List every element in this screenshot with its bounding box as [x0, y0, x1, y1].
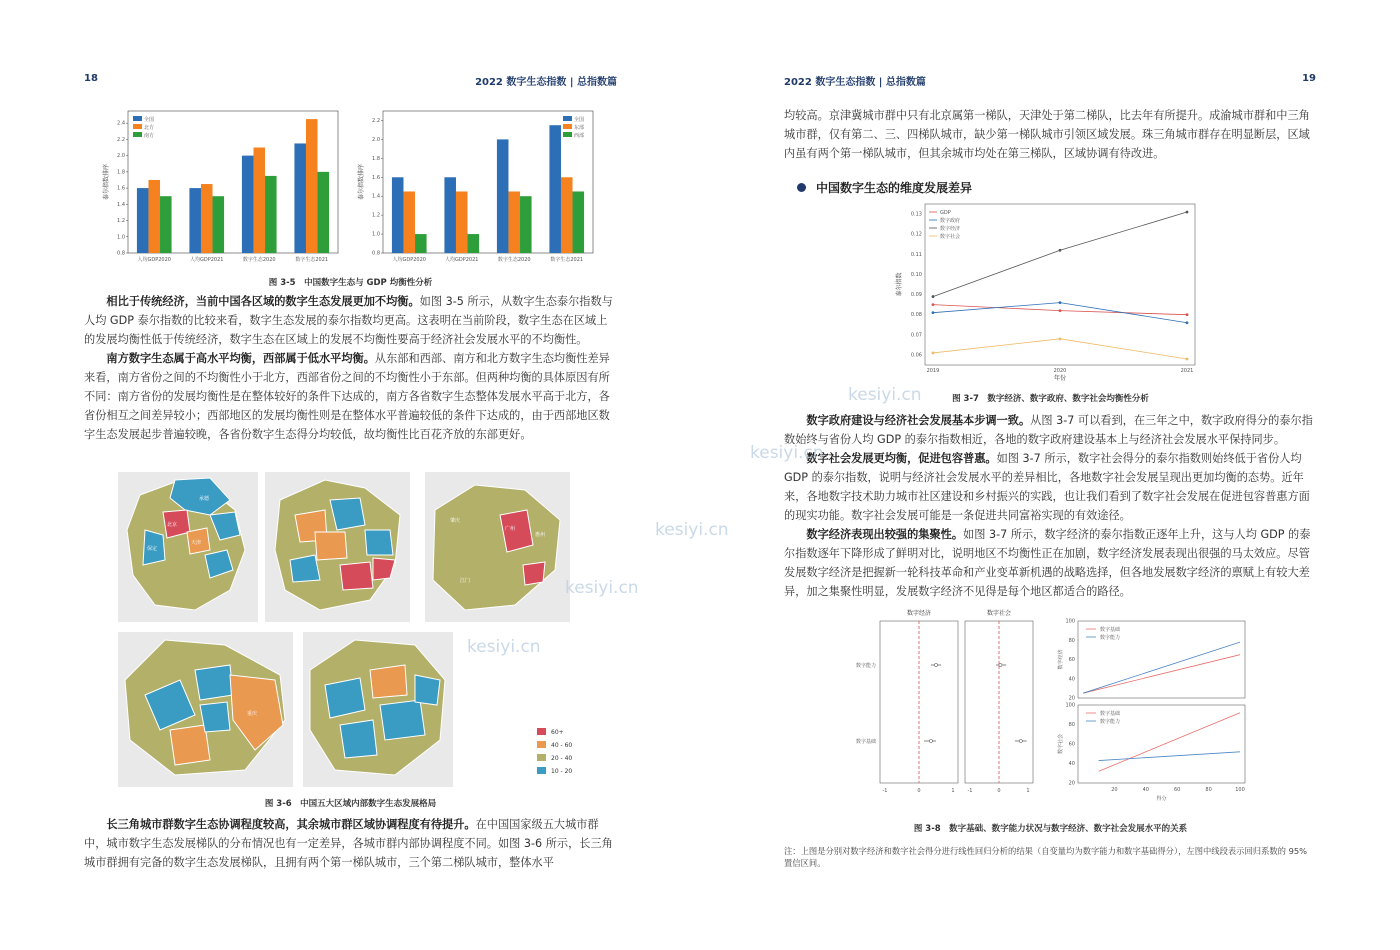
- bar-全国-人均GDP2021: [444, 177, 456, 253]
- y-tick-label: 0.10: [910, 271, 922, 278]
- paragraph-5-text: 如图 3-7 所示，数字社会得分的泰尔指数则始终低于省份人均 GDP 的泰尔指数，说明与经济社会发展水平的差异相比，各地数字社会发展呈现出更加均衡的态势。近年来，各地数字技术助力城市社区建设和乡村振兴的实践，也让我们看到了数字社会发展在促进包容普惠方面的现实功能。数字社会发展可能是一条促进共同富裕实现的有效途径。: [784, 452, 1310, 522]
- x-tick-label: 1: [1026, 788, 1030, 794]
- legend-label-数字基础: 数字基础: [1100, 627, 1121, 633]
- point-数字社会: [1059, 337, 1062, 340]
- bar-北方-数字生态2020: [253, 148, 265, 253]
- y-tick-label: 0.09: [910, 292, 922, 299]
- y-axis-label: 数字社会: [1058, 733, 1064, 755]
- figure-3-6-caption: 图 3-6 中国五大区域内部数字生态发展格局: [264, 799, 437, 809]
- map-label-chengde: 承德: [199, 496, 210, 502]
- bar-北方-人均GDP2020: [148, 180, 160, 253]
- figure-note: 注：上图是分别对数字经济和数字社会得分进行线性回归分析的结果（自变量均为数字能力和数字基础得分），左图中线段表示回归系数的 95% 置信区间。: [784, 846, 1308, 868]
- x-tick-label: 人均GDP2020: [392, 257, 426, 263]
- y-tick-label: 80: [1068, 637, 1075, 644]
- x-tick-label: 20: [1111, 787, 1118, 793]
- paragraph-6: [784, 525, 1317, 601]
- bar-全国-数字生态2021: [294, 143, 306, 253]
- bar-西部-数字生态2020: [520, 196, 532, 253]
- paragraph-2-text: 从东部和西部、南方和北方数字生态均衡性差异来看，南方省份之间的不均衡性小于北方，西部省份之间的不均衡性小于东部。但两种均衡的具体原因有所不同：南方省份的发展均衡性是在整体较好的条件下达成的，南方各省数字生态整体发展水平高于北方，各省份相互之间差异较小；西部地区的发展均衡性则是在整体水平普遍较低的条件下达成的，由于西部地区数字生态发展起步普遍较晚，各省份数字生态得分均较低，故均衡性比百花齐放的东部更好。: [84, 352, 610, 441]
- figure-3-8-caption: 图 3-8 数字基础、数字能力状况与数字经济、数字社会发展水平的关系: [913, 824, 1188, 834]
- y-tick-label: 1.4: [372, 193, 380, 200]
- bar-南方-数字生态2020: [265, 176, 277, 253]
- y-tick-label: 0.8: [372, 250, 380, 257]
- x-axis-label: 年份: [1053, 375, 1067, 382]
- bar-东部-数字生态2021: [561, 177, 573, 253]
- paragraph-2-bold: 南方数字生态属于高水平均衡，西部属于低水平均衡。: [106, 352, 375, 365]
- legend-swatch-全国: [133, 116, 142, 121]
- y-tick-label: 1.6: [372, 174, 380, 181]
- y-tick-label: 1.0: [372, 231, 380, 238]
- legend-label-20-40: 20 - 40: [551, 755, 573, 762]
- map-label-tianjin: 天津: [191, 540, 202, 546]
- bar-全国-人均GDP2020: [137, 188, 149, 253]
- section-bullet-icon: [797, 183, 806, 192]
- legend-label-60plus: 60+: [551, 729, 564, 736]
- y-tick-label: 0.11: [910, 251, 922, 258]
- y-tick-label: 20: [1068, 695, 1075, 702]
- header-title-right: 2022 数字生态指数 | 总指数篇: [784, 77, 926, 88]
- section-heading: [797, 177, 972, 196]
- estimate-数字能力: [999, 663, 1002, 666]
- y-tick-label: 1.0: [117, 234, 125, 241]
- y-tick-label: 40: [1068, 761, 1075, 767]
- estimate-数字基础: [929, 739, 932, 742]
- bar-全国-数字生态2020: [497, 139, 509, 253]
- map-chengyu: [118, 632, 293, 787]
- paragraph-2: [84, 349, 617, 444]
- x-tick-label: 数字生态2021: [295, 257, 329, 263]
- map-yangtze-delta: [265, 472, 410, 622]
- paragraph-6-bold: 数字经济表现出较强的集聚性。: [806, 528, 964, 541]
- y-tick-label: 40: [1068, 676, 1075, 683]
- legend-swatch-西部: [563, 132, 572, 137]
- point-数字经济: [1186, 211, 1189, 214]
- legend-swatch-10-20: [537, 767, 546, 774]
- x-tick-label: 1: [951, 788, 955, 794]
- x-tick-label: 2020: [1053, 368, 1067, 374]
- point-数字社会: [1186, 358, 1189, 361]
- map-legend: [537, 728, 572, 775]
- bar-全国-数字生态2021: [549, 125, 561, 253]
- bar-chart-east-west: [355, 105, 600, 265]
- x-tick-label: 数字生态2021: [550, 257, 584, 263]
- y-tick-label: 2.0: [372, 136, 380, 143]
- legend-swatch-60plus: [537, 728, 546, 735]
- panel-title: 数字社会: [986, 610, 1012, 617]
- legend-label-数字社会: 数字社会: [940, 234, 961, 240]
- y-tick-label: 80: [1068, 722, 1075, 728]
- x-tick-label: 2019: [926, 368, 940, 374]
- y-tick-label: 1.8: [117, 169, 125, 176]
- y-tick-label: 20: [1068, 780, 1075, 787]
- paragraph-1-text: 如图 3-5 所示，从数字生态泰尔指数与人均 GDP 泰尔指数的比较来看，数字生态发展的泰尔指数均更高。这表明在当前阶段，数字生态在区域上的发展均衡性低于传统经济，数字生态在区域上的发展不均衡性要高于经济社会发展水平的不均衡性。: [84, 295, 613, 346]
- legend-swatch-全国: [563, 116, 572, 121]
- right-text-block-1: [784, 411, 1317, 601]
- point-GDP: [932, 303, 935, 306]
- line-chart-theil: [893, 200, 1203, 385]
- y-tick-label: 1.4: [117, 201, 125, 208]
- watermark-3: kesiyi.cn: [467, 637, 541, 657]
- watermark-1: kesiyi.cn: [655, 520, 729, 540]
- map-label-huizhou: 惠州: [535, 532, 546, 538]
- bar-西部-人均GDP2021: [468, 234, 480, 253]
- y-tick-label: 2.0: [117, 153, 125, 160]
- watermark-4: kesiyi.cn: [848, 385, 922, 405]
- x-tick-label: 40: [1142, 787, 1149, 793]
- bar-全国-人均GDP2020: [392, 177, 404, 253]
- y-tick-label: 100: [1065, 618, 1075, 625]
- watermark-5: kesiyi.cn: [750, 443, 824, 463]
- x-tick-label: 人均GDP2021: [445, 257, 479, 263]
- figure-3-5-caption: 图 3-5 中国数字生态与 GDP 均衡性分析: [268, 278, 433, 288]
- legend-label-10-20: 10 - 20: [551, 768, 573, 775]
- point-GDP: [1059, 309, 1062, 312]
- bar-全国-人均GDP2021: [189, 188, 201, 253]
- paragraph-4-text: 从图 3-7 可以看到，在三年之中，数字政府得分的泰尔指数始终与省份人均 GDP 的泰尔指数相近，各地的数字政府建设基本上与经济社会发展水平保持同步。: [784, 414, 1313, 446]
- legend-label-GDP: GDP: [940, 210, 951, 216]
- y-tick-label: 60: [1068, 741, 1075, 748]
- x-tick-label: 0: [917, 788, 921, 794]
- page-number-left: 18: [84, 73, 98, 84]
- paragraph-6-text: 如图 3-7 所示，数字经济的泰尔指数正逐年上升，这与人均 GDP 的泰尔指数逐年下降形成了鲜明对比，说明地区不均衡性正在加剧，数字经济发展表现出很强的马太效应。尽管发展数字经济是把握新一轮科技革命和产业变革新机遇的战略选择，但各地发展数字经济的禀赋上有较大差异，加之集聚性明显，发展数字经济不见得是每个地区都适合的路径。: [784, 528, 1311, 598]
- bar-南方-数字生态2021: [318, 172, 330, 253]
- map-label-beijing: 北京: [167, 522, 178, 528]
- legend-label-数字能力: 数字能力: [1100, 719, 1121, 725]
- legend-label-东部: 东部: [574, 125, 585, 131]
- legend-label-40-60: 40 - 60: [551, 742, 573, 749]
- point-数字政府: [932, 311, 935, 314]
- legend-label-北方: 北方: [144, 125, 155, 131]
- map-label-jiangmen: 江门: [460, 578, 471, 584]
- legend-swatch-东部: [563, 124, 572, 129]
- legend-label-数字经济: 数字经济: [940, 226, 961, 232]
- paragraph-5-bold: 数字社会发展更均衡，促进包容普惠。: [806, 452, 997, 465]
- bar-全国-数字生态2020: [242, 156, 254, 253]
- y-tick-label: 1.2: [372, 212, 380, 219]
- bar-东部-人均GDP2020: [403, 191, 415, 253]
- bar-北方-人均GDP2021: [201, 184, 213, 253]
- point-数字社会: [932, 352, 935, 355]
- legend-label-数字政府: 数字政府: [940, 218, 961, 224]
- point-数字政府: [1186, 321, 1189, 324]
- y-tick-label: 1.2: [117, 218, 125, 225]
- paragraph-3: [84, 815, 617, 872]
- y-tick-label: 1.6: [117, 185, 125, 192]
- y-tick-label: 2.2: [372, 117, 380, 124]
- legend-label-数字基础: 数字基础: [1100, 711, 1121, 717]
- watermark-2: kesiyi.cn: [565, 578, 639, 598]
- map-label-baoding: 保定: [147, 546, 158, 552]
- bar-西部-人均GDP2020: [415, 234, 427, 253]
- row-label-数字能力: 数字能力: [855, 663, 876, 669]
- regional-maps-figure: [115, 470, 615, 790]
- y-tick-label: 0.13: [910, 211, 922, 218]
- paragraph-1: [84, 292, 617, 349]
- point-GDP: [1186, 313, 1189, 316]
- y-tick-label: 2.4: [117, 120, 125, 127]
- y-tick-label: 0.06: [910, 352, 922, 359]
- bar-西部-数字生态2021: [573, 191, 585, 253]
- legend-swatch-南方: [133, 132, 142, 137]
- paragraph-5: [784, 449, 1317, 525]
- map-middle-yangtze: [303, 632, 453, 787]
- left-text-block-1: [84, 292, 617, 444]
- y-tick-label: 1.8: [372, 155, 380, 162]
- legend-swatch-20-40: [537, 754, 546, 761]
- map-label-zhaoqing: 肇庆: [450, 518, 461, 524]
- y-tick-label: 60: [1068, 657, 1075, 663]
- paragraph-1-bold: 相比于传统经济，当前中国各区域的数字生态发展更加不均衡。: [106, 295, 420, 308]
- figure-3-7-caption: 图 3-7 数字经济、数字政府、数字社会均衡性分析: [952, 394, 1149, 404]
- y-axis-label: 泰尔指数: [896, 272, 903, 297]
- regression-figure: [840, 603, 1260, 818]
- header-title-left: 2022 数字生态指数 | 总指数篇: [475, 77, 617, 88]
- x-tick-label: -1: [967, 788, 973, 794]
- right-text-block-0: [784, 106, 1317, 163]
- left-text-block-2: [84, 815, 617, 872]
- y-tick-label: 100: [1065, 702, 1075, 709]
- y-tick-label: 0.12: [910, 231, 922, 238]
- x-tick-label: 数字生态2020: [242, 257, 276, 263]
- y-axis-label: 数字经济: [1058, 649, 1064, 670]
- y-tick-label: 2.2: [117, 136, 125, 143]
- x-tick-label: 80: [1205, 787, 1212, 793]
- legend-label-全国: 全国: [144, 117, 155, 123]
- point-数字经济: [932, 295, 935, 298]
- paragraph-3-text: 在中国国家级五大城市群中，城市数字生态发展梯队的分布情况也有一定差异，各城市群内部协调程度不同。如图 3-6 所示，长三角城市群拥有完备的数字生态发展梯队，且拥有两个第一梯队城市，三个第二梯队城市，整体水平: [84, 818, 613, 869]
- x-tick-label: 2021: [1180, 368, 1194, 374]
- map-label-guangzhou: 广州: [505, 526, 516, 532]
- x-tick-label: 60: [1174, 787, 1181, 793]
- paragraph-4: [784, 411, 1317, 449]
- legend-label-南方: 南方: [144, 133, 155, 139]
- legend-swatch-40-60: [537, 741, 546, 748]
- bar-东部-人均GDP2021: [456, 191, 468, 253]
- x-tick-label: 数字生态2020: [497, 257, 531, 263]
- section-title: 中国数字生态的维度发展差异: [816, 181, 973, 195]
- x-tick-label: 人均GDP2020: [137, 257, 171, 263]
- x-tick-label: 人均GDP2021: [190, 257, 224, 263]
- estimate-数字能力: [934, 663, 937, 666]
- x-tick-label: 0: [997, 788, 1001, 794]
- map-pearl-river-delta: [425, 472, 570, 622]
- point-数字经济: [1059, 249, 1062, 252]
- estimate-数字基础: [1019, 739, 1022, 742]
- y-axis-label: 泰尔指数排序: [103, 163, 110, 201]
- y-tick-label: 0.07: [910, 332, 922, 339]
- bar-北方-数字生态2021: [306, 119, 318, 253]
- panel-title: 数字经济: [906, 610, 932, 617]
- x-tick-label: -1: [882, 788, 888, 794]
- y-tick-label: 0.08: [910, 312, 922, 319]
- map-jingjinji: [118, 472, 258, 622]
- bar-chart-north-south: [100, 105, 345, 265]
- paragraph-0: 均较高。京津冀城市群中只有北京属第一梯队，天津处于第二梯队，比去年有所提升。成渝城市群和中三角城市群，仅有第二、三、四梯队城市，缺少第一梯队城市引领区域发展。珠三角城市群存在明显断层，区域内虽有两个第一梯队城市，但其余城市均处在第三梯队，区域协调有待改进。: [784, 109, 1310, 160]
- x-axis-label: 得分: [1156, 796, 1167, 802]
- y-axis-label: 泰尔指数排序: [358, 163, 365, 201]
- legend-swatch-北方: [133, 124, 142, 129]
- x-tick-label: 100: [1235, 787, 1245, 793]
- row-label-数字基础: 数字基础: [855, 739, 876, 745]
- bar-南方-人均GDP2020: [160, 196, 172, 253]
- paragraph-4-bold: 数字政府建设与经济社会发展基本步调一致。: [806, 414, 1031, 427]
- legend-label-全国: 全国: [574, 117, 585, 123]
- paragraph-3-bold: 长三角城市群数字生态协调程度较高，其余城市群区域协调程度有待提升。: [106, 818, 476, 831]
- legend-label-西部: 西部: [574, 133, 585, 139]
- point-数字政府: [1059, 301, 1062, 304]
- page-number-right: 19: [1302, 73, 1316, 84]
- bar-东部-数字生态2020: [508, 191, 520, 253]
- map-label-chongqing: 重庆: [247, 711, 258, 717]
- legend-label-数字能力: 数字能力: [1100, 635, 1121, 641]
- y-tick-label: 0.8: [117, 250, 125, 257]
- bar-南方-人均GDP2021: [213, 196, 225, 253]
